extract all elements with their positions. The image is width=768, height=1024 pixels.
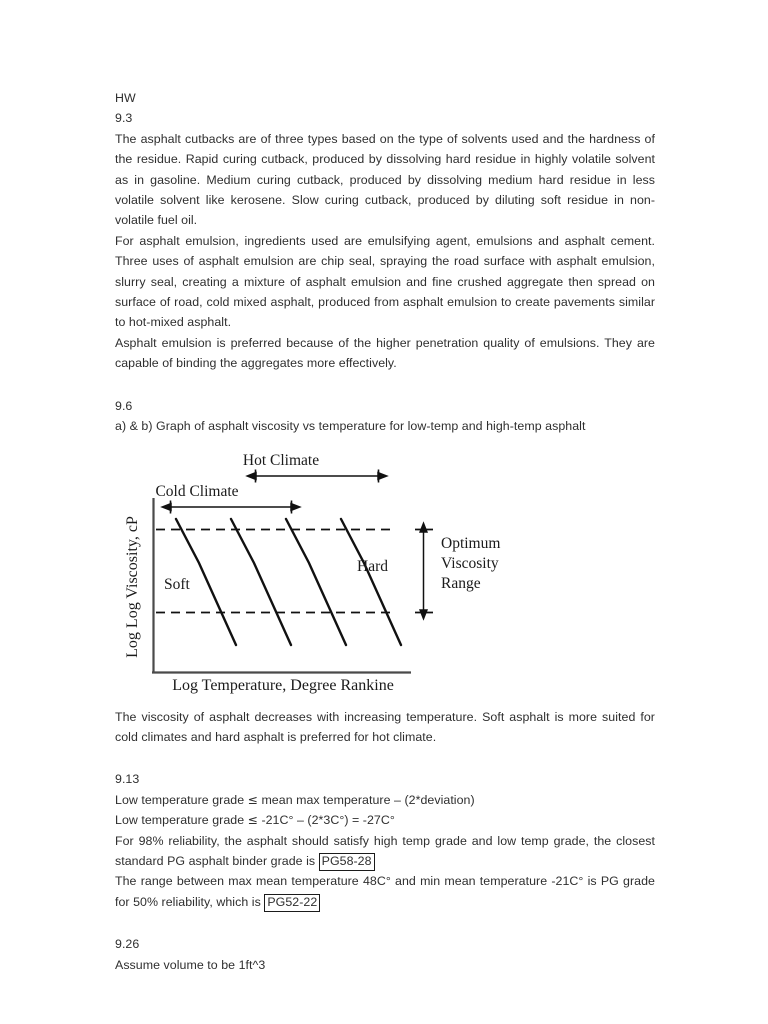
spacer bbox=[115, 374, 655, 396]
formula-1-lhs: Low temperature grade bbox=[115, 792, 245, 807]
section-number-9-6: 9.6 bbox=[115, 398, 133, 413]
section-9-3-paragraph-1: The asphalt cutbacks are of three types based on the type of solvents used and the hardness of the residue. Rapid curing cutback, produced by dissolving hard residue in highly volatile solvent as in gasoline. Medium curing cutback, produced by dissolving medium hard residue in less volatile solvent like kerosene. Slow curing cutback, produced by diluting soft residue in non-volatile fuel oil. bbox=[115, 131, 655, 228]
series-asphalt-grade-4-hardest bbox=[341, 519, 401, 645]
spacer bbox=[115, 747, 655, 769]
optimum-range-label-line2: Viscosity bbox=[441, 554, 499, 572]
section-9-3-paragraph-3: Asphalt emulsion is preferred because of the higher penetration quality of emulsions. They are capable of binding the aggregates more effectively. bbox=[115, 335, 655, 371]
low-temp-grade-formula-1 bbox=[115, 790, 655, 810]
sentence-2-text: The range between max mean temperature 48C° and min mean temperature -21C° is PG grade for 50% reliability, which is bbox=[115, 874, 655, 909]
less-than-or-equal-icon: ≤ bbox=[247, 813, 258, 828]
series-asphalt-grade-3 bbox=[286, 519, 346, 645]
formula-2-rhs: -21C° – (2*3C°) = -27C° bbox=[261, 813, 395, 828]
sentence-1-text: For 98% reliability, the asphalt should satisfy high temp grade and low temp grade, the closest standard PG asphalt binder grade is bbox=[115, 833, 655, 868]
soft-label: Soft bbox=[164, 575, 190, 593]
section-9-26-line-1: Assume volume to be 1ft^3 bbox=[115, 957, 266, 972]
section-9-13-sentence-1 bbox=[115, 831, 655, 872]
boxed-pg-grade-98-reliability: PG58-28 bbox=[319, 853, 375, 871]
section-9-6-prompt: a) & b) Graph of asphalt viscosity vs temperature for low-temp and high-temp asphalt bbox=[115, 419, 586, 434]
section-number-9-26: 9.26 bbox=[115, 937, 140, 952]
low-temp-grade-formula-2 bbox=[115, 810, 655, 830]
formula-2-lhs: Low temperature grade bbox=[115, 813, 245, 828]
y-axis-label: Log Log Viscosity, cP bbox=[124, 515, 141, 658]
spacer bbox=[115, 912, 655, 934]
section-9-3-paragraph-2: For asphalt emulsion, ingredients used are emulsifying agent, emulsions and asphalt cement. Three uses of asphalt emulsion are chip seal, spraying the road surface with asphalt emulsion, slurry seal, creating a mixture of asphalt emulsion and fine crushed aggregate then spread on surface of road, cold mixed asphalt, produced from asphalt emulsion to create pavements similar to hot-mixed asphalt. bbox=[115, 233, 655, 330]
less-than-or-equal-icon: ≤ bbox=[247, 792, 258, 807]
section-9-13-sentence-2 bbox=[115, 871, 655, 912]
section-number-9-13: 9.13 bbox=[115, 772, 140, 787]
series-asphalt-grade-2 bbox=[231, 519, 291, 645]
document-body bbox=[115, 88, 655, 975]
x-axis-label: Log Temperature, Degree Rankine bbox=[172, 676, 394, 694]
hot-climate-label: Hot Climate bbox=[242, 451, 320, 469]
cold-climate-label: Cold Climate bbox=[155, 482, 239, 500]
optimum-range-label-line1: Optimum bbox=[441, 534, 501, 552]
hard-label: Hard bbox=[357, 557, 388, 575]
spacer bbox=[115, 697, 655, 707]
section-9-6-conclusion: The viscosity of asphalt decreases with increasing temperature. Soft asphalt is more suited for cold climates and hard asphalt is preferred for hot climate. bbox=[115, 709, 655, 744]
spacer bbox=[115, 437, 655, 447]
asphalt-viscosity-temperature-chart bbox=[115, 447, 535, 697]
optimum-range-label-line3: Range bbox=[441, 574, 481, 592]
section-number-9-3: 9.3 bbox=[115, 111, 133, 126]
formula-1-rhs: mean max temperature – (2*deviation) bbox=[261, 792, 475, 807]
heading-hw: HW bbox=[115, 91, 136, 105]
boxed-pg-grade-50-reliability: PG52-22 bbox=[264, 894, 320, 912]
